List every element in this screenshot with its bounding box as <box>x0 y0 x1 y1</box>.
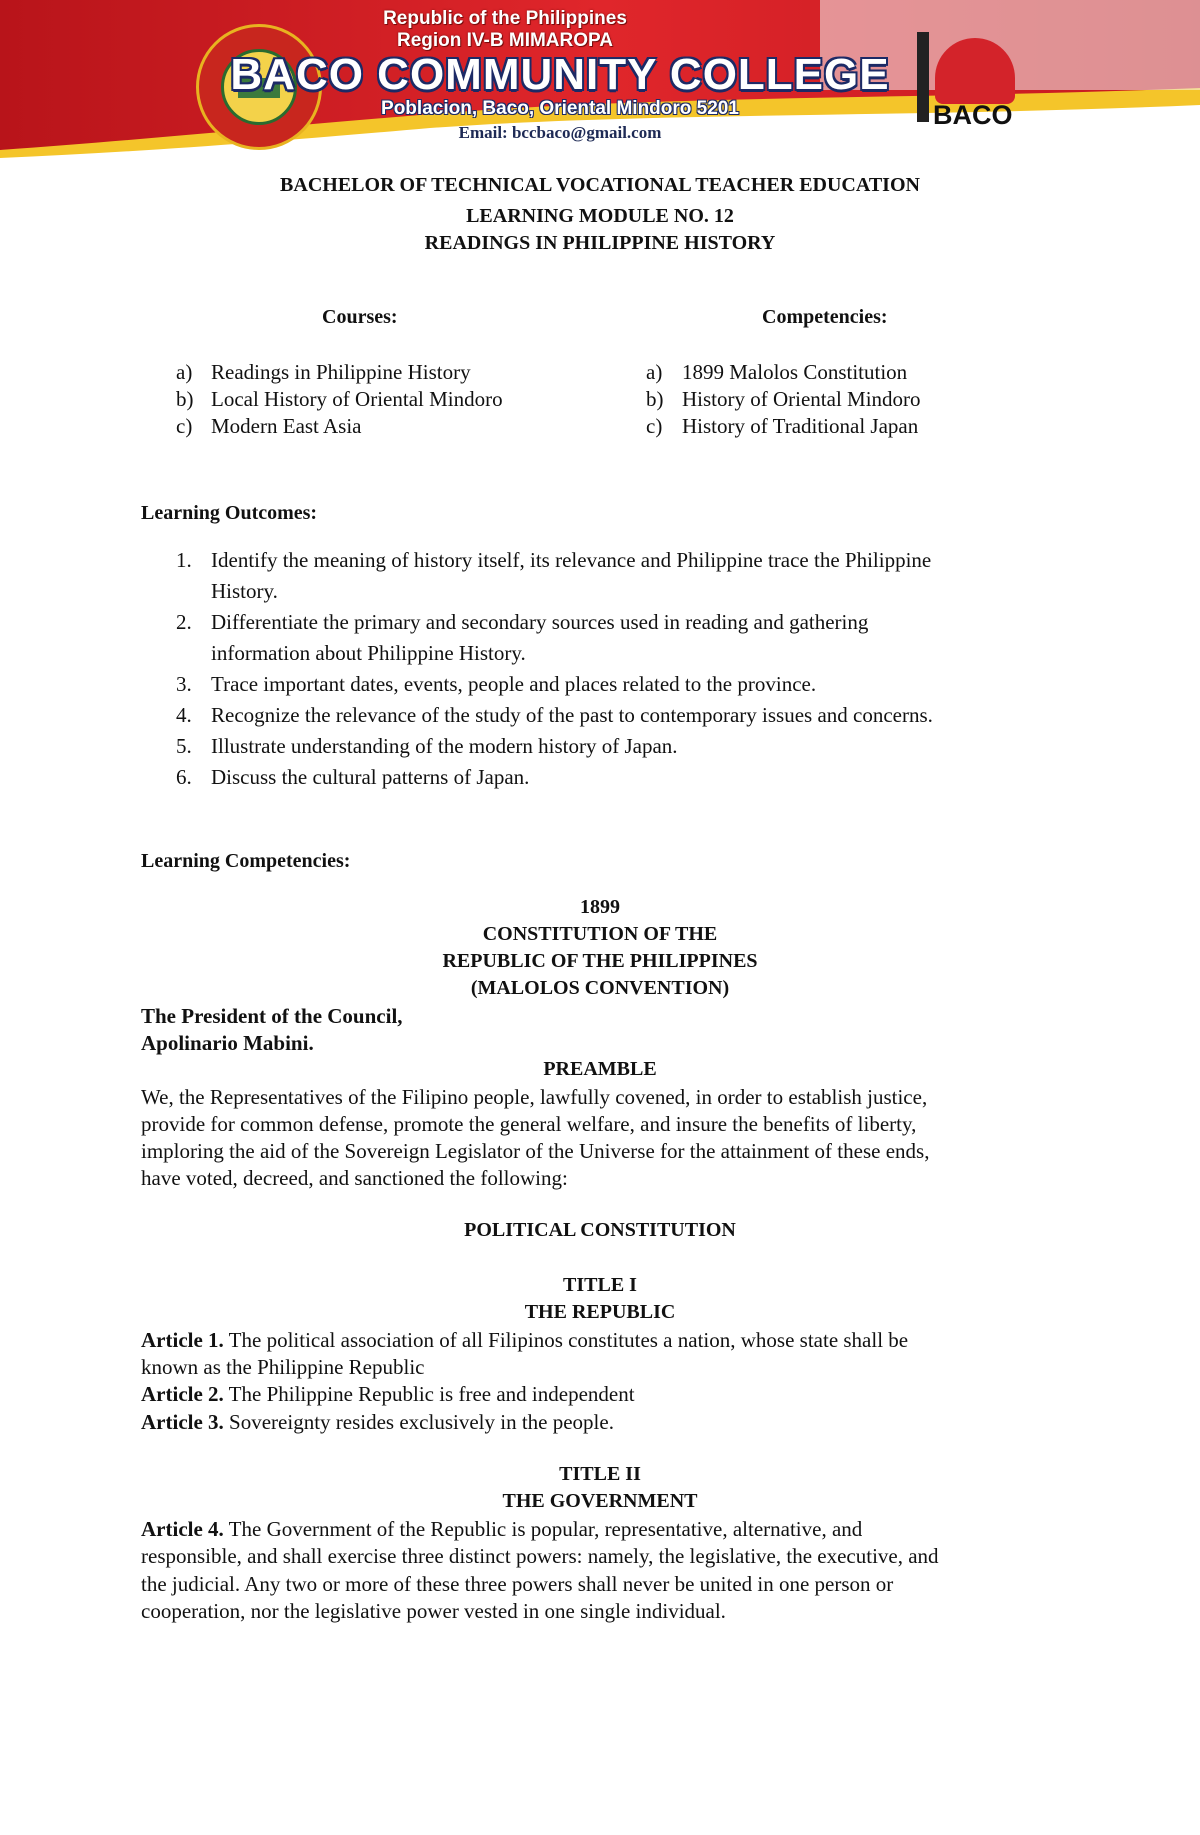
list-item-marker: c) <box>176 414 193 438</box>
article-1-continued: known as the Philippine Republic <box>141 1355 425 1379</box>
list-item-number: 1. <box>176 548 192 572</box>
subject-title: READINGS IN PHILIPPINE HISTORY <box>424 232 776 254</box>
article-1 <box>141 1328 908 1353</box>
list-item-number: 2. <box>176 610 192 634</box>
preamble-line: have voted, decreed, and sanctioned the following: <box>141 1166 568 1190</box>
title-i-heading: TITLE I <box>563 1274 637 1296</box>
region-line: Region IV-B MIMAROPA <box>396 30 614 51</box>
list-item: Readings in Philippine History <box>211 360 471 384</box>
courses-heading: Courses: <box>322 306 398 328</box>
republic-line: Republic of the Philippines <box>383 8 627 29</box>
list-item-marker: a) <box>176 360 193 384</box>
list-item: Recognize the relevance of the study of the past to contemporary issues and concerns. <box>211 703 933 727</box>
list-item-marker: b) <box>176 387 194 411</box>
article-4 <box>141 1517 862 1542</box>
article-label: Article 1. <box>141 1328 224 1352</box>
article-label: Article 4. <box>141 1517 224 1541</box>
learning-competencies-heading: Learning Competencies: <box>141 850 351 872</box>
program-title: BACHELOR OF TECHNICAL VOCATIONAL TEACHER EDUCATION <box>280 174 920 196</box>
i-love-baco-logo <box>913 28 1028 138</box>
article-4-line2: responsible, and shall exercise three distinct powers: namely, the legislative, the executive, and <box>141 1544 939 1568</box>
learning-outcomes-heading: Learning Outcomes: <box>141 502 318 524</box>
article-label: Article 3. <box>141 1410 224 1434</box>
list-item: Illustrate understanding of the modern history of Japan. <box>211 734 678 758</box>
article-4-line3: the judicial. Any two or more of these three powers shall never be united in one person or <box>141 1572 894 1596</box>
heart-icon <box>935 38 1015 104</box>
constitution-year: 1899 <box>580 896 620 918</box>
competencies-heading: Competencies: <box>762 306 888 328</box>
logo-i-letter <box>917 32 929 122</box>
president-line1: The President of the Council, <box>141 1004 403 1028</box>
preamble-line: We, the Representatives of the Filipino people, lawfully covened, in order to establish justice, <box>141 1085 928 1109</box>
module-title: LEARNING MODULE NO. 12 <box>466 205 734 227</box>
list-item-number: 3. <box>176 672 192 696</box>
list-item-number: 6. <box>176 765 192 789</box>
list-item-number: 5. <box>176 734 192 758</box>
constitution-title-line2: REPUBLIC OF THE PHILIPPINES <box>442 950 758 972</box>
list-item: Modern East Asia <box>211 414 362 438</box>
constitution-title-line1: CONSTITUTION OF THE <box>482 923 718 945</box>
list-item: Identify the meaning of history itself, its relevance and Philippine trace the Philippine <box>211 548 932 572</box>
list-item: Differentiate the primary and secondary sources used in reading and gathering <box>211 610 869 634</box>
article-3 <box>141 1410 614 1435</box>
list-item: History of Oriental Mindoro <box>682 387 921 411</box>
college-address: Poblacion, Baco, Oriental Mindoro 5201 <box>381 98 739 119</box>
title-ii-name: THE GOVERNMENT <box>502 1490 698 1512</box>
list-item-continued: History. <box>211 579 278 603</box>
list-item: History of Traditional Japan <box>682 414 919 438</box>
list-item-marker: c) <box>646 414 663 438</box>
title-i-name: THE REPUBLIC <box>524 1301 676 1323</box>
preamble-heading: PREAMBLE <box>543 1058 657 1080</box>
president-line2: Apolinario Mabini. <box>141 1031 314 1055</box>
list-item: Discuss the cultural patterns of Japan. <box>211 765 530 789</box>
constitution-title-line3: (MALOLOS CONVENTION) <box>470 977 730 999</box>
list-item: Local History of Oriental Mindoro <box>211 387 503 411</box>
college-name: BACO COMMUNITY COLLEGE <box>230 50 890 99</box>
title-ii-heading: TITLE II <box>559 1463 641 1485</box>
article-2 <box>141 1382 635 1407</box>
list-item-continued: information about Philippine History. <box>211 641 526 665</box>
article-text: The Government of the Republic is popular, representative, alternative, and <box>223 1517 863 1541</box>
list-item: 1899 Malolos Constitution <box>682 360 908 384</box>
preamble-line: provide for common defense, promote the general welfare, and insure the benefits of liberty, <box>141 1112 917 1136</box>
article-text: The Philippine Republic is free and independent <box>223 1382 635 1406</box>
list-item: Trace important dates, events, people and places related to the province. <box>211 672 817 696</box>
letterhead-banner <box>0 0 1200 160</box>
college-email: Email: bccbaco@gmail.com <box>458 123 662 142</box>
preamble-line: imploring the aid of the Sovereign Legislator of the Universe for the attainment of these ends, <box>141 1139 930 1163</box>
article-label: Article 2. <box>141 1382 224 1406</box>
list-item-number: 4. <box>176 703 192 727</box>
list-item-marker: a) <box>646 360 663 384</box>
political-constitution-heading: POLITICAL CONSTITUTION <box>464 1219 736 1241</box>
article-4-line4: cooperation, nor the legislative power vested in one single individual. <box>141 1599 726 1623</box>
article-text: Sovereignty resides exclusively in the people. <box>223 1410 614 1434</box>
list-item-marker: b) <box>646 387 664 411</box>
logo-baco-text: BACO <box>933 100 1013 130</box>
article-text: The political association of all Filipinos constitutes a nation, whose state shall be <box>223 1328 909 1352</box>
